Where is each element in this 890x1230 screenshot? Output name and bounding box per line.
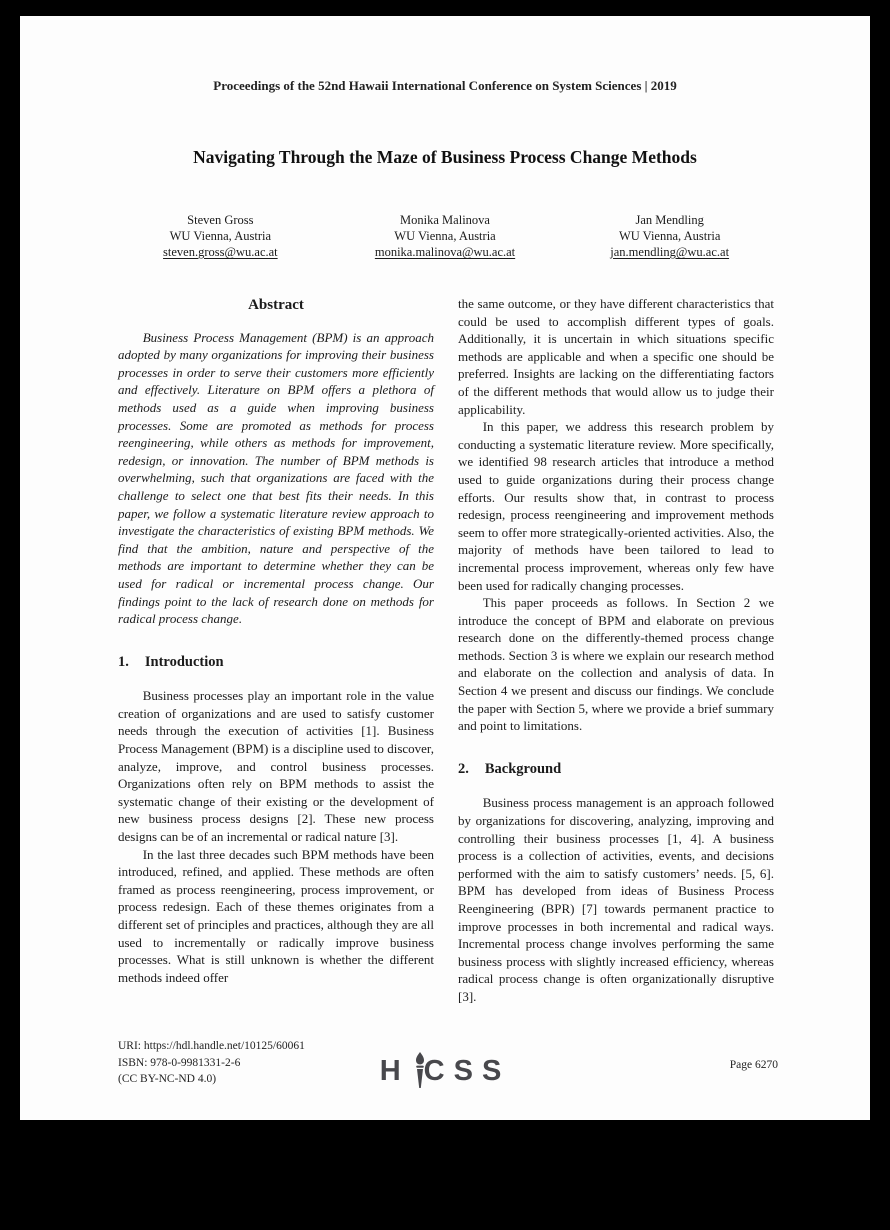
right-column: [458, 295, 774, 1006]
author-affiliation: WU Vienna, Austria: [618, 229, 721, 243]
author-name: Monika Malinova: [400, 213, 490, 227]
hicss-logo-css: CSS: [423, 1055, 511, 1087]
paper-page: [20, 16, 870, 1120]
section-heading-introduction: [118, 654, 434, 672]
section-number: 2.: [458, 760, 469, 777]
two-column-body: [118, 295, 774, 1006]
author-block: [108, 212, 782, 260]
paper-title: Navigating Through the Maze of Business Process Change Methods: [193, 147, 697, 167]
page-number: Page 6270: [729, 1059, 778, 1071]
intro-paragraph-1: Business processes play an important role in the value creation of organizations and are used to satisfy customer needs through the execution of activities [1]. Business Process Management (BPM) is a discipline used to discover, analyze, improve, and control business processes. Organizations often rely on BPM methods to assist the systematic change of their existing or the development of new business process designs [2]. These new process designs can be of an incremental or radical nature [3].: [118, 688, 434, 845]
intro-paragraph-2: In the last three decades such BPM methods have been introduced, refined, and applied. These methods are often framed as process reengineering, process improvement, or process redesign. Each of these themes originates from a different set of principles and practices, although they are all used to incrementally or radically improve business processes. What is still unknown is whether the different methods indeed offer: [118, 846, 434, 985]
left-column: [118, 295, 434, 1006]
author-email: steven.gross@wu.ac.at: [163, 245, 278, 259]
section-label: Introduction: [144, 653, 224, 670]
hicss-logo-h: H: [379, 1055, 410, 1087]
background-paragraph-1: Business process management is an approach followed by organizations for discovering, analyzing, improving and controlling their business processes [1, 4]. A business process is a collection of activities, events, and decisions performed with the aim to satisfy customers’ needs. [5, 6]. BPM has developed from ideas of Business Process Reengineering (BPR) [7] towards permanent practice to improve processes in both incremental and radical ways. Incremental process change involves performing the same business process with slightly increased efficiency, whereas radical process change is often organizationally disruptive [3].: [458, 795, 774, 1004]
footer-isbn: ISBN: 978-0-9981331-2-6: [118, 1056, 241, 1069]
author-1: [108, 212, 333, 260]
author-affiliation: WU Vienna, Austria: [394, 229, 496, 243]
author-name: Jan Mendling: [635, 213, 704, 227]
section-number: 1.: [118, 653, 129, 670]
footer-license: (CC BY-NC-ND 4.0): [118, 1073, 217, 1085]
abstract-heading: Abstract: [248, 297, 304, 313]
footer-metadata: [118, 1038, 305, 1088]
author-3: [557, 212, 782, 260]
author-email: jan.mendling@wu.ac.at: [610, 245, 730, 259]
proceedings-header: Proceedings of the 52nd Hawaii International Conference on System Sciences | 2019: [213, 78, 677, 93]
author-name: Steven Gross: [187, 213, 254, 227]
abstract-text: Business Process Management (BPM) is an approach adopted by many organizations for improving their business processes in order to serve their customers more efficiently and effectively. Literature on BPM offers a plethora of methods used as a guide when improving business processes. Some are promoted as methods for process reengineering, while others as methods for improvement, redesign, or innovation. The number of BPM methods is overwhelming, such that organizations are faced with the challenge to select one that best fits their needs. In this paper, we follow a systematic literature review approach to investigate the characteristics of existing BPM methods. We find that the ambition, nature and perspective of the methods are important to determine whether they can be used for radical or incremental process change. Our findings point to the lack of research done on methods for radical process change.: [118, 329, 434, 627]
author-2: [333, 212, 558, 260]
section-heading-background: [458, 761, 774, 779]
section-label: Background: [484, 760, 562, 777]
right-paragraph-1: the same outcome, or they have different characteristics that could be used to accomplish different types of goals. Additionally, it is uncertain in which situations specific methods are applicable and when a specific one should be preferred. Insights are lacking on the differentiating factors of the different methods that would allow us to judge their applicability.: [458, 296, 774, 417]
right-paragraph-3: This paper proceeds as follows. In Section 2 we introduce the concept of BPM and elaborate on previous research done on the differently-themed process change methods. Section 3 is where we explain our research method and elaborate on the collection and analysis of data. In Section 4 we present and discuss our findings. We conclude the paper with Section 5, where we provide a brief summary and point to limitations.: [458, 595, 774, 734]
right-paragraph-2: In this paper, we address this research problem by conducting a systematic literature review. More specifically, we identified 98 research articles that introduce a method used to guide organizations during their process change efforts. Our results show that, in contrast to process redesign, process reengineering and improvement methods seem to offer more strategically-oriented activities. Also, the majority of methods have been tailored to lead to incremental process improvement, whereas only few have been used for radically changing processes.: [458, 419, 774, 593]
author-email: monika.malinova@wu.ac.at: [374, 245, 516, 259]
footer-uri: URI: https://hdl.handle.net/10125/60061: [118, 1040, 305, 1052]
torch-icon: [412, 1051, 428, 1089]
author-affiliation: WU Vienna, Austria: [169, 229, 272, 243]
